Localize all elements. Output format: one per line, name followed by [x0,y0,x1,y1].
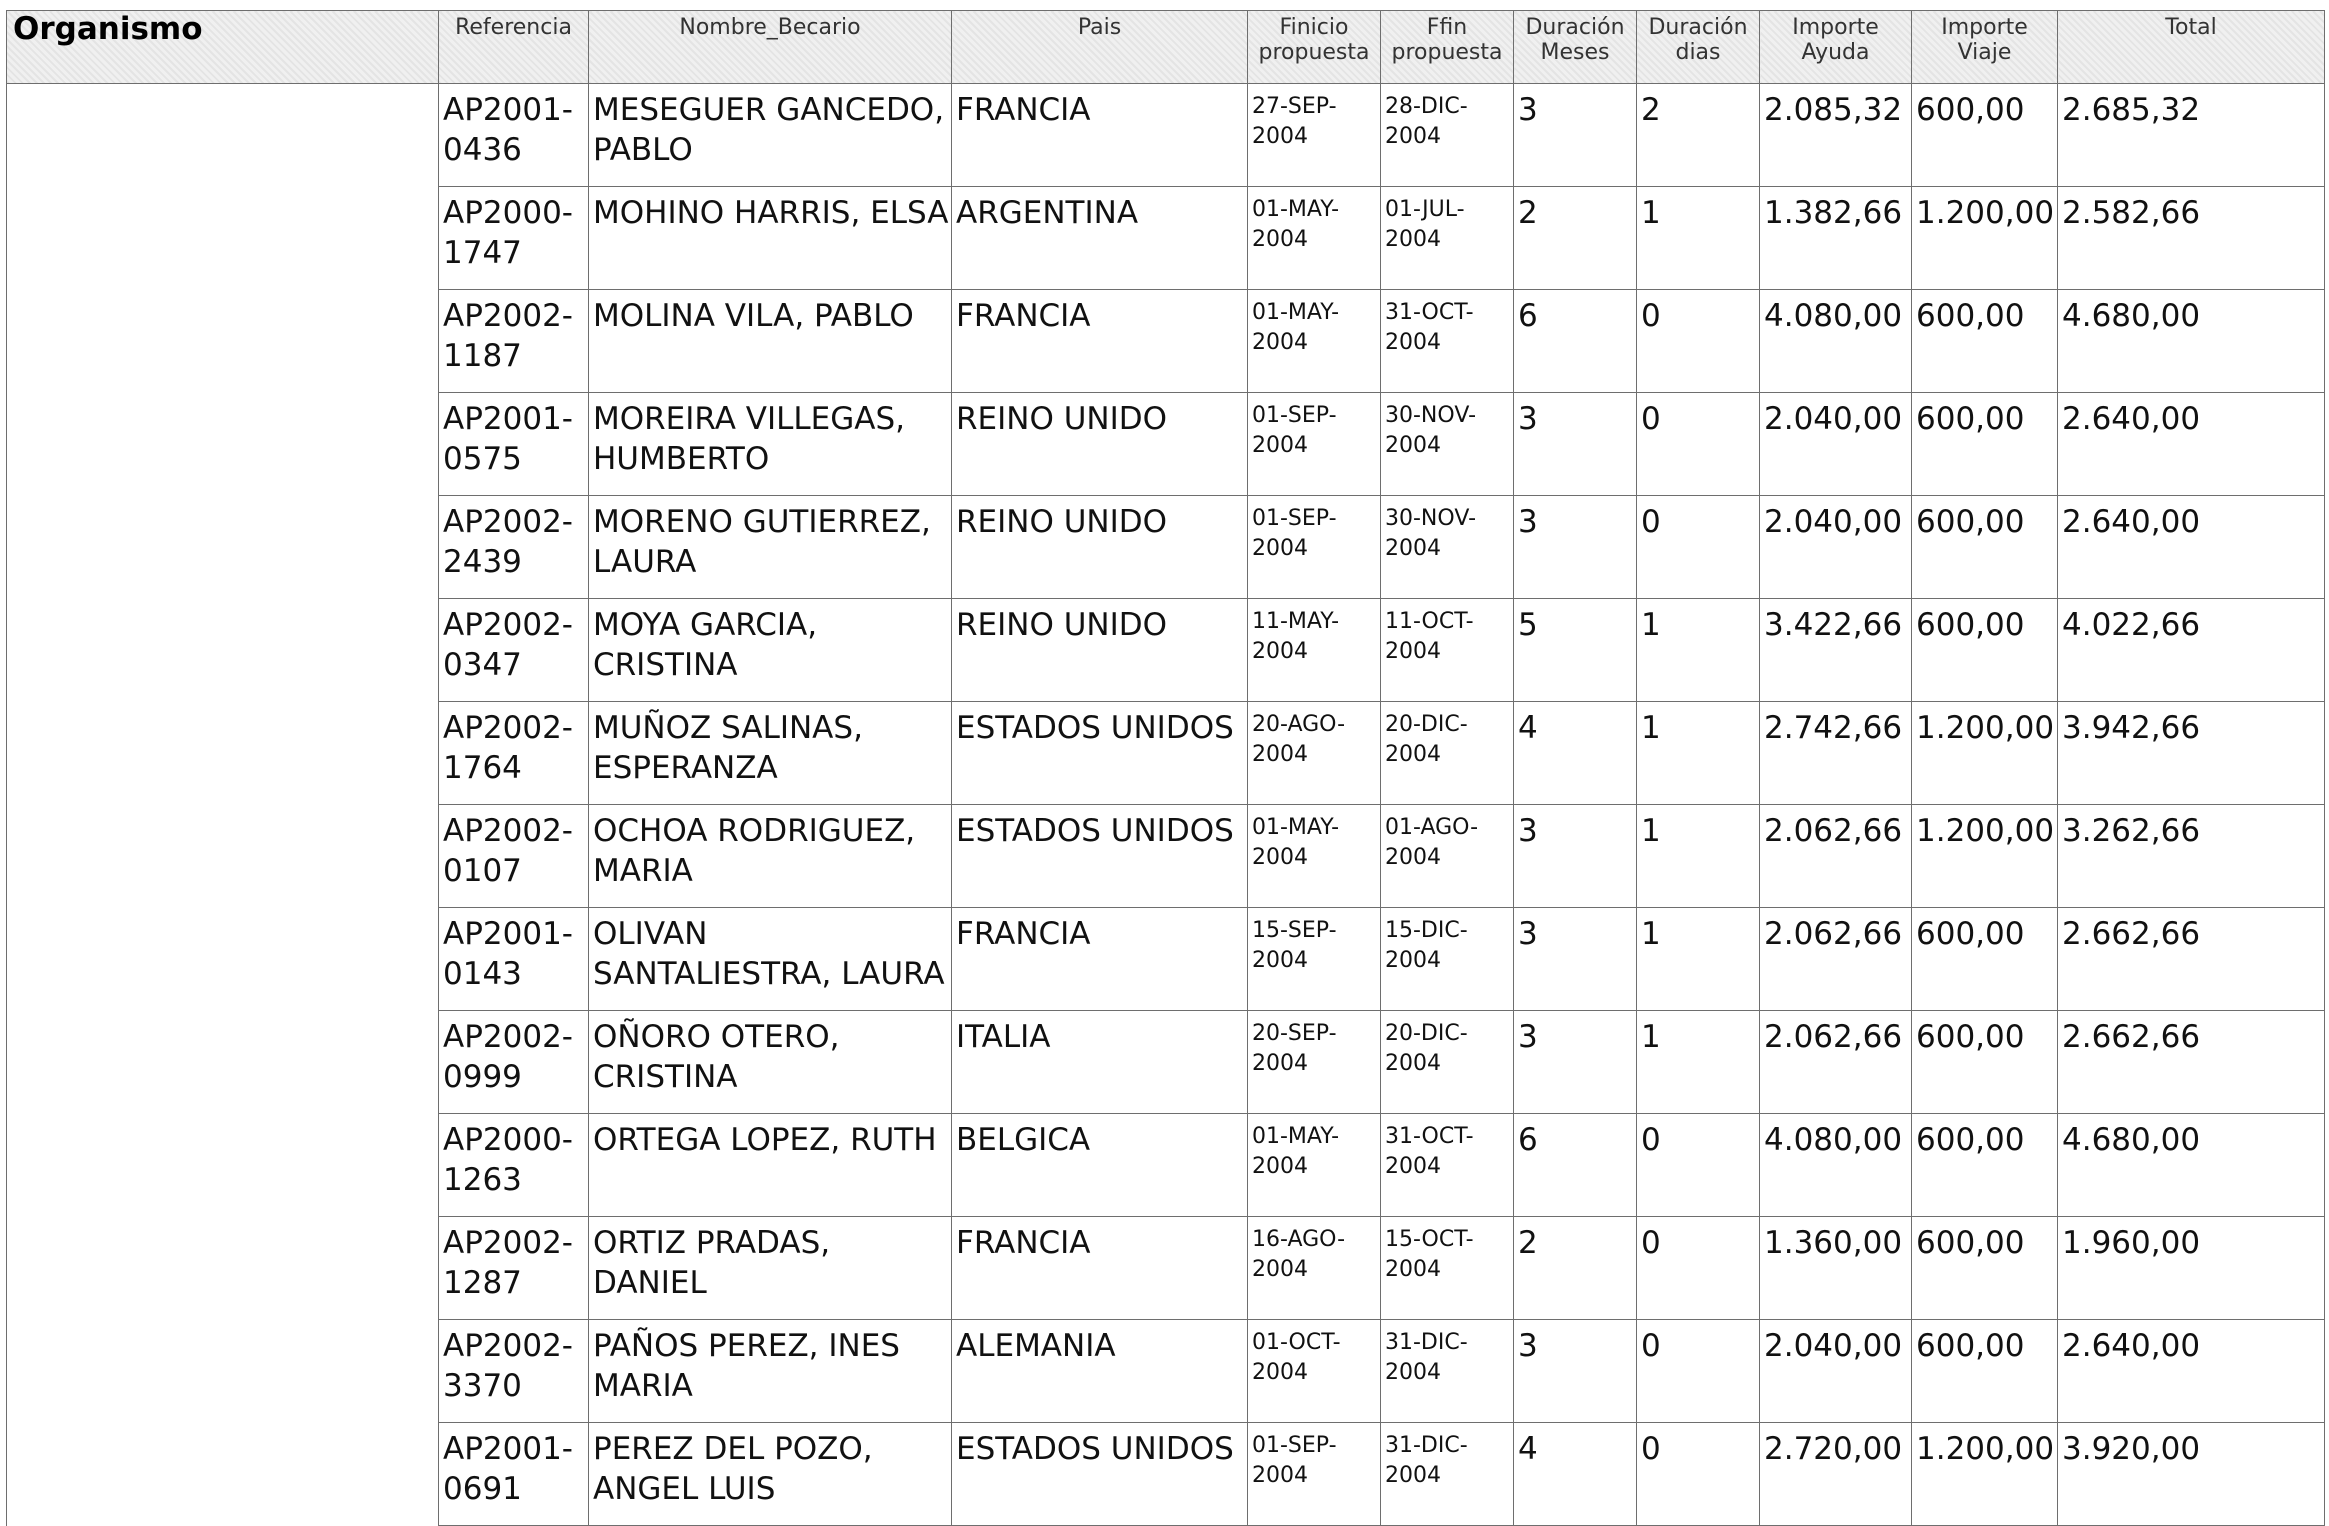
importe-ayuda-cell: 1.382,66 [1760,187,1912,290]
duracion-meses-cell: 2 [1514,187,1637,290]
finicio-cell: 27-SEP-2004 [1248,84,1381,187]
referencia-cell: AP2001-0691 [439,1423,589,1526]
organismo-cell [7,1114,439,1217]
finicio-cell: 01-MAY-2004 [1248,1114,1381,1217]
duracion-dias-cell: 0 [1637,1114,1760,1217]
ffin-cell: 31-OCT-2004 [1381,290,1514,393]
header-total: Total [2058,11,2325,84]
duracion-dias-cell: 1 [1637,805,1760,908]
duracion-meses-cell: 4 [1514,1423,1637,1526]
organismo-cell [7,1217,439,1320]
ffin-cell: 30-NOV-2004 [1381,393,1514,496]
organismo-cell [7,84,439,187]
importe-viaje-cell: 1.200,00 [1912,1423,2058,1526]
table-row [7,1011,2325,1114]
importe-ayuda-cell: 2.085,32 [1760,84,1912,187]
duracion-meses-cell: 3 [1514,805,1637,908]
table-row [7,1423,2325,1526]
finicio-cell: 01-MAY-2004 [1248,290,1381,393]
table-row [7,1114,2325,1217]
nombre-becario-cell: ORTIZ PRADAS, DANIEL [589,1217,952,1320]
duracion-meses-cell: 3 [1514,393,1637,496]
duracion-meses-cell: 5 [1514,599,1637,702]
pais-cell: FRANCIA [952,1217,1248,1320]
duracion-dias-cell: 2 [1637,84,1760,187]
ffin-cell: 15-DIC-2004 [1381,908,1514,1011]
nombre-becario-cell: OCHOA RODRIGUEZ, MARIA [589,805,952,908]
importe-viaje-cell: 600,00 [1912,84,2058,187]
nombre-becario-cell: MOREIRA VILLEGAS, HUMBERTO [589,393,952,496]
pais-cell: ESTADOS UNIDOS [952,805,1248,908]
pais-cell: FRANCIA [952,84,1248,187]
ffin-cell: 20-DIC-2004 [1381,702,1514,805]
nombre-becario-cell: ORTEGA LOPEZ, RUTH [589,1114,952,1217]
importe-ayuda-cell: 4.080,00 [1760,290,1912,393]
table-row [7,1217,2325,1320]
total-cell: 2.640,00 [2058,1320,2325,1423]
importe-ayuda-cell: 1.360,00 [1760,1217,1912,1320]
total-cell: 2.662,66 [2058,908,2325,1011]
importe-viaje-cell: 600,00 [1912,496,2058,599]
importe-ayuda-cell: 2.040,00 [1760,496,1912,599]
duracion-meses-cell: 6 [1514,290,1637,393]
ffin-cell: 01-JUL-2004 [1381,187,1514,290]
total-cell: 1.960,00 [2058,1217,2325,1320]
finicio-cell: 20-SEP-2004 [1248,1011,1381,1114]
table-row [7,84,2325,187]
header-finicio-propuesta: Finicio propuesta [1248,11,1381,84]
pais-cell: ESTADOS UNIDOS [952,1423,1248,1526]
table-row [7,496,2325,599]
importe-viaje-cell: 600,00 [1912,1114,2058,1217]
duracion-dias-cell: 1 [1637,1011,1760,1114]
nombre-becario-cell: MOYA GARCIA, CRISTINA [589,599,952,702]
nombre-becario-cell: OLIVAN SANTALIESTRA, LAURA [589,908,952,1011]
duracion-dias-cell: 1 [1637,908,1760,1011]
nombre-becario-cell: PAÑOS PEREZ, INES MARIA [589,1320,952,1423]
total-cell: 2.640,00 [2058,496,2325,599]
importe-viaje-cell: 600,00 [1912,393,2058,496]
nombre-becario-cell: MOLINA VILA, PABLO [589,290,952,393]
table-row [7,290,2325,393]
organismo-cell [7,1011,439,1114]
ffin-cell: 11-OCT-2004 [1381,599,1514,702]
ffin-cell: 31-DIC-2004 [1381,1320,1514,1423]
duracion-dias-cell: 0 [1637,393,1760,496]
organismo-cell [7,599,439,702]
finicio-cell: 01-SEP-2004 [1248,1423,1381,1526]
pais-cell: ESTADOS UNIDOS [952,702,1248,805]
finicio-cell: 01-SEP-2004 [1248,496,1381,599]
pais-cell: ITALIA [952,1011,1248,1114]
table-row [7,599,2325,702]
referencia-cell: AP2001-0143 [439,908,589,1011]
importe-viaje-cell: 600,00 [1912,1320,2058,1423]
ffin-cell: 28-DIC-2004 [1381,84,1514,187]
pais-cell: BELGICA [952,1114,1248,1217]
referencia-cell: AP2002-1287 [439,1217,589,1320]
table-row [7,1320,2325,1423]
finicio-cell: 01-MAY-2004 [1248,187,1381,290]
header-duracion-meses: Duración Meses [1514,11,1637,84]
finicio-cell: 20-AGO-2004 [1248,702,1381,805]
becarios-sheet [6,10,2324,1507]
header-importe-ayuda: Importe Ayuda [1760,11,1912,84]
total-cell: 2.662,66 [2058,1011,2325,1114]
duracion-meses-cell: 3 [1514,1320,1637,1423]
duracion-meses-cell: 3 [1514,84,1637,187]
pais-cell: FRANCIA [952,908,1248,1011]
ffin-cell: 31-OCT-2004 [1381,1114,1514,1217]
pais-cell: REINO UNIDO [952,599,1248,702]
referencia-cell: AP2002-3370 [439,1320,589,1423]
ffin-cell: 01-AGO-2004 [1381,805,1514,908]
importe-ayuda-cell: 2.062,66 [1760,908,1912,1011]
pais-cell: FRANCIA [952,290,1248,393]
importe-ayuda-cell: 2.742,66 [1760,702,1912,805]
importe-viaje-cell: 600,00 [1912,599,2058,702]
table-row [7,805,2325,908]
finicio-cell: 01-MAY-2004 [1248,805,1381,908]
table-header [7,11,2325,84]
total-cell: 4.680,00 [2058,290,2325,393]
referencia-cell: AP2001-0575 [439,393,589,496]
importe-ayuda-cell: 2.062,66 [1760,805,1912,908]
duracion-dias-cell: 0 [1637,1217,1760,1320]
referencia-cell: AP2002-0107 [439,805,589,908]
finicio-cell: 11-MAY-2004 [1248,599,1381,702]
total-cell: 2.582,66 [2058,187,2325,290]
becarios-table [6,10,2325,1526]
referencia-cell: AP2000-1747 [439,187,589,290]
importe-ayuda-cell: 2.040,00 [1760,1320,1912,1423]
organismo-cell [7,393,439,496]
duracion-dias-cell: 1 [1637,187,1760,290]
pais-cell: REINO UNIDO [952,393,1248,496]
importe-ayuda-cell: 2.062,66 [1760,1011,1912,1114]
referencia-cell: AP2002-0347 [439,599,589,702]
duracion-meses-cell: 6 [1514,1114,1637,1217]
organismo-cell [7,1423,439,1526]
total-cell: 4.022,66 [2058,599,2325,702]
duracion-meses-cell: 3 [1514,1011,1637,1114]
finicio-cell: 01-OCT-2004 [1248,1320,1381,1423]
table-row [7,393,2325,496]
nombre-becario-cell: MORENO GUTIERREZ, LAURA [589,496,952,599]
header-pais: Pais [952,11,1248,84]
header-referencia: Referencia [439,11,589,84]
table-row [7,702,2325,805]
total-cell: 3.262,66 [2058,805,2325,908]
duracion-dias-cell: 1 [1637,599,1760,702]
importe-viaje-cell: 600,00 [1912,1217,2058,1320]
ffin-cell: 30-NOV-2004 [1381,496,1514,599]
nombre-becario-cell: MUÑOZ SALINAS, ESPERANZA [589,702,952,805]
total-cell: 4.680,00 [2058,1114,2325,1217]
importe-viaje-cell: 1.200,00 [1912,805,2058,908]
ffin-cell: 31-DIC-2004 [1381,1423,1514,1526]
referencia-cell: AP2002-2439 [439,496,589,599]
ffin-cell: 20-DIC-2004 [1381,1011,1514,1114]
finicio-cell: 15-SEP-2004 [1248,908,1381,1011]
duracion-meses-cell: 2 [1514,1217,1637,1320]
organismo-cell [7,908,439,1011]
organismo-cell [7,290,439,393]
duracion-meses-cell: 3 [1514,496,1637,599]
referencia-cell: AP2001-0436 [439,84,589,187]
organismo-cell [7,187,439,290]
importe-ayuda-cell: 4.080,00 [1760,1114,1912,1217]
total-cell: 3.942,66 [2058,702,2325,805]
pais-cell: ALEMANIA [952,1320,1248,1423]
organismo-cell [7,805,439,908]
referencia-cell: AP2000-1263 [439,1114,589,1217]
importe-ayuda-cell: 2.040,00 [1760,393,1912,496]
duracion-dias-cell: 0 [1637,1423,1760,1526]
finicio-cell: 01-SEP-2004 [1248,393,1381,496]
pais-cell: REINO UNIDO [952,496,1248,599]
importe-ayuda-cell: 2.720,00 [1760,1423,1912,1526]
finicio-cell: 16-AGO-2004 [1248,1217,1381,1320]
total-cell: 2.685,32 [2058,84,2325,187]
nombre-becario-cell: PEREZ DEL POZO, ANGEL LUIS [589,1423,952,1526]
duracion-dias-cell: 1 [1637,702,1760,805]
total-cell: 3.920,00 [2058,1423,2325,1526]
header-organismo: Organismo [7,11,439,84]
duracion-meses-cell: 3 [1514,908,1637,1011]
duracion-dias-cell: 0 [1637,290,1760,393]
importe-viaje-cell: 600,00 [1912,290,2058,393]
total-cell: 2.640,00 [2058,393,2325,496]
importe-viaje-cell: 600,00 [1912,908,2058,1011]
table-body [7,84,2325,1526]
importe-viaje-cell: 600,00 [1912,1011,2058,1114]
ffin-cell: 15-OCT-2004 [1381,1217,1514,1320]
referencia-cell: AP2002-1764 [439,702,589,805]
nombre-becario-cell: OÑORO OTERO, CRISTINA [589,1011,952,1114]
nombre-becario-cell: MOHINO HARRIS, ELSA [589,187,952,290]
importe-viaje-cell: 1.200,00 [1912,702,2058,805]
duracion-dias-cell: 0 [1637,1320,1760,1423]
organismo-cell [7,1320,439,1423]
importe-ayuda-cell: 3.422,66 [1760,599,1912,702]
organismo-cell [7,496,439,599]
nombre-becario-cell: MESEGUER GANCEDO, PABLO [589,84,952,187]
importe-viaje-cell: 1.200,00 [1912,187,2058,290]
organismo-cell [7,702,439,805]
header-importe-viaje: Importe Viaje [1912,11,2058,84]
referencia-cell: AP2002-1187 [439,290,589,393]
pais-cell: ARGENTINA [952,187,1248,290]
table-row [7,187,2325,290]
referencia-cell: AP2002-0999 [439,1011,589,1114]
duracion-meses-cell: 4 [1514,702,1637,805]
duracion-dias-cell: 0 [1637,496,1760,599]
table-row [7,908,2325,1011]
header-nombre-becario: Nombre_Becario [589,11,952,84]
header-ffin-propuesta: Ffin propuesta [1381,11,1514,84]
header-duracion-dias: Duración dias [1637,11,1760,84]
